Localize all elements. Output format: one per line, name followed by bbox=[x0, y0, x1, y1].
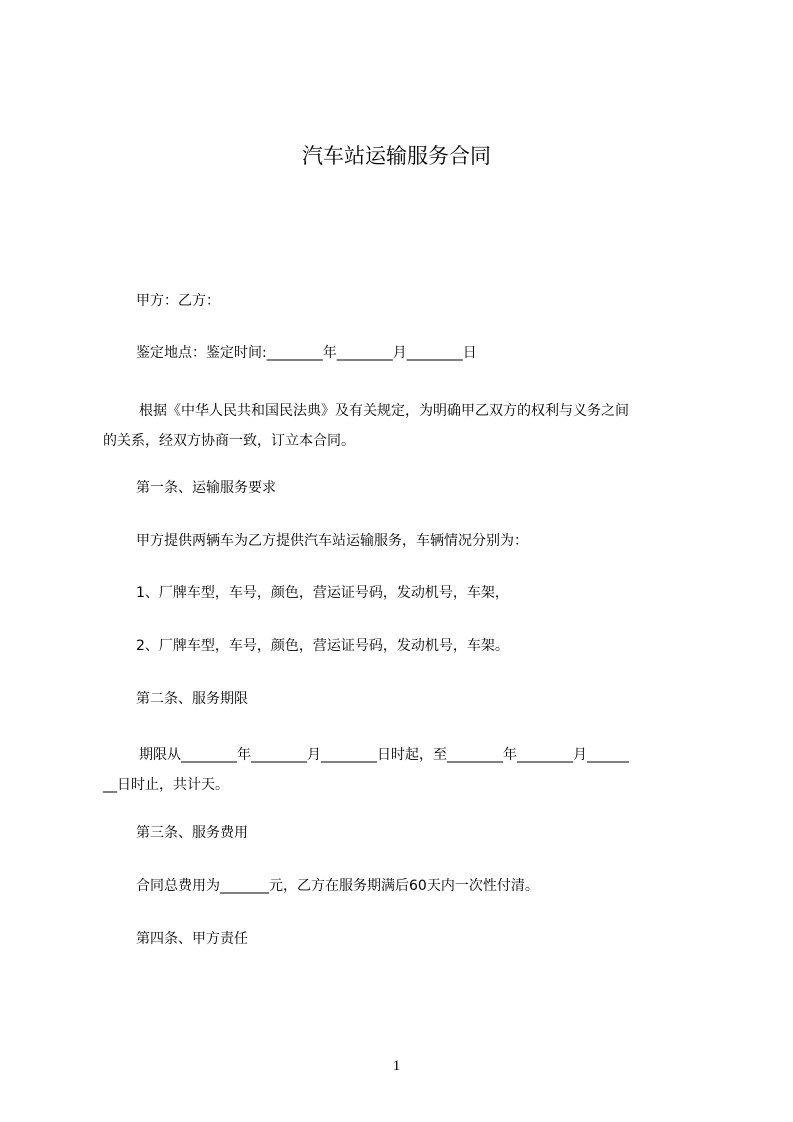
location-time-line: 鉴定地点：鉴定时间:________年________月________日 bbox=[136, 345, 477, 361]
article-3-heading: 第三条、服务费用 bbox=[136, 825, 248, 841]
vehicle-1-line: 1、厂牌车型，车号，颜色，营运证号码，发动机号，车架， bbox=[136, 585, 509, 601]
article-1-heading: 第一条、运输服务要求 bbox=[136, 480, 276, 496]
preamble-paragraph bbox=[103, 396, 703, 456]
article-2-heading: 第二条、服务期限 bbox=[136, 691, 248, 707]
article-1-intro: 甲方提供两辆车为乙方提供汽车站运输服务，车辆情况分别为： bbox=[136, 533, 528, 549]
vehicle-2-line: 2、厂牌车型，车号，颜色，营运证号码，发动机号，车架。 bbox=[136, 638, 509, 654]
parties-line: 甲方：乙方： bbox=[136, 293, 220, 309]
preamble-text-1: 根据《中华人民共和国民法典》及有关规定，为明确甲乙双方的权利与义务之间 bbox=[139, 403, 629, 419]
preamble-line-2: 的关系，经双方协商一致，订立本合同。 bbox=[103, 433, 355, 449]
page-number: 1 bbox=[392, 1058, 401, 1074]
preamble-line-1 bbox=[103, 396, 703, 426]
term-line-1 bbox=[103, 740, 703, 770]
document-title: 汽车站运输服务合同 bbox=[302, 144, 491, 168]
fee-line: 合同总费用为_______元，乙方在服务期满后60天内一次性付清。 bbox=[136, 878, 539, 894]
term-paragraph bbox=[103, 740, 703, 800]
term-line-2: __日时止，共计天。 bbox=[103, 777, 229, 793]
article-4-heading: 第四条、甲方责任 bbox=[136, 931, 248, 947]
term-text-1: 期限从________年________月________日时起，至________年________月______ bbox=[139, 747, 629, 763]
